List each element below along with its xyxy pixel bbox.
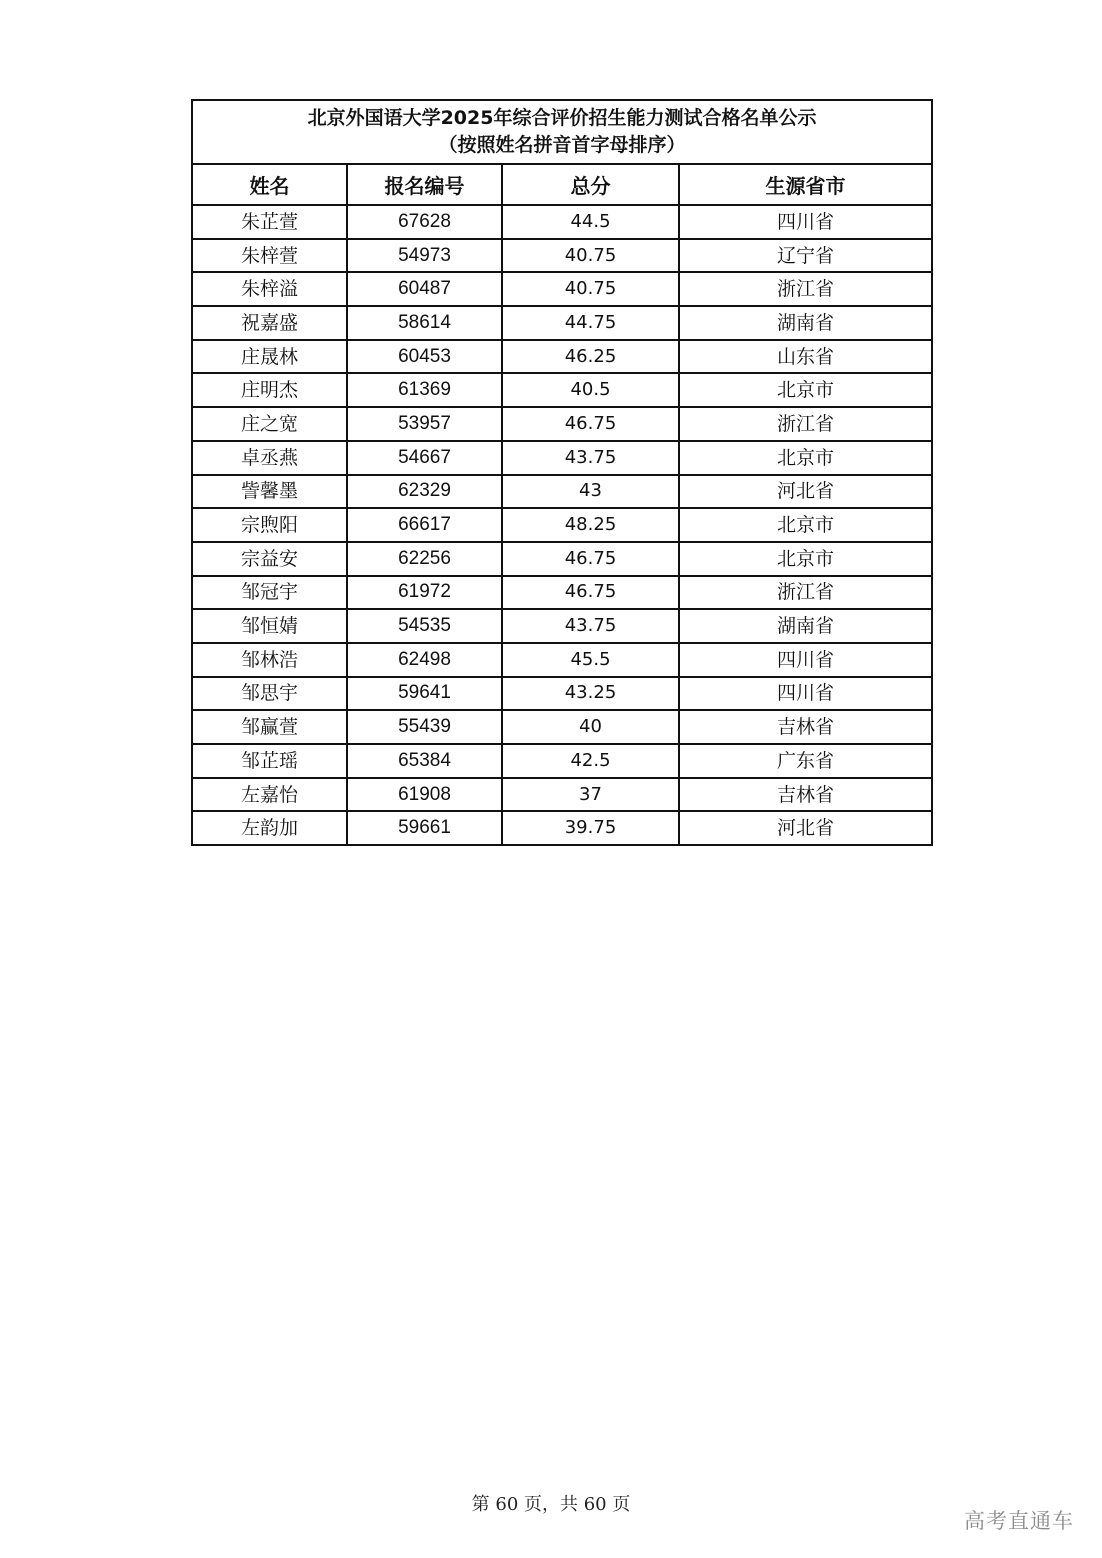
cell-registration-id: 62256 bbox=[347, 542, 502, 576]
cell-name: 邹赢萱 bbox=[192, 710, 347, 744]
cell-province: 河北省 bbox=[679, 475, 932, 509]
cell-name: 祝嘉盛 bbox=[192, 306, 347, 340]
cell-name: 邹恒婧 bbox=[192, 609, 347, 643]
cell-score: 46.25 bbox=[502, 340, 679, 374]
cell-score: 37 bbox=[502, 778, 679, 812]
page-footer: 第 60 页，共 60 页 bbox=[471, 1494, 631, 1515]
cell-score: 40 bbox=[502, 710, 679, 744]
cell-registration-id: 55439 bbox=[347, 710, 502, 744]
cell-registration-id: 58614 bbox=[347, 306, 502, 340]
cell-score: 44.75 bbox=[502, 306, 679, 340]
cell-registration-id: 61369 bbox=[347, 373, 502, 407]
table-row bbox=[192, 407, 932, 441]
cell-name: 庄晟林 bbox=[192, 340, 347, 374]
table-row bbox=[192, 778, 932, 812]
cell-registration-id: 54973 bbox=[347, 239, 502, 273]
cell-registration-id: 60487 bbox=[347, 272, 502, 306]
cell-province: 北京市 bbox=[679, 542, 932, 576]
column-header-score: 总分 bbox=[502, 164, 679, 205]
results-table-body bbox=[192, 100, 932, 845]
cell-registration-id: 62329 bbox=[347, 475, 502, 509]
cell-name: 朱芷萱 bbox=[192, 205, 347, 239]
table-row bbox=[192, 643, 932, 677]
cell-score: 45.5 bbox=[502, 643, 679, 677]
cell-province: 浙江省 bbox=[679, 407, 932, 441]
cell-name: 左韵加 bbox=[192, 811, 347, 845]
cell-name: 左嘉怡 bbox=[192, 778, 347, 812]
cell-registration-id: 65384 bbox=[347, 744, 502, 778]
table-title-line2: （按照姓名拼音首字母排序） bbox=[438, 134, 686, 156]
cell-province: 吉林省 bbox=[679, 710, 932, 744]
cell-score: 39.75 bbox=[502, 811, 679, 845]
cell-registration-id: 59661 bbox=[347, 811, 502, 845]
cell-name: 邹思宇 bbox=[192, 677, 347, 711]
cell-name: 庄之宽 bbox=[192, 407, 347, 441]
cell-province: 吉林省 bbox=[679, 778, 932, 812]
table-row bbox=[192, 441, 932, 475]
table-row bbox=[192, 373, 932, 407]
table-title-line1: 北京外国语大学2025年综合评价招生能力测试合格名单公示 bbox=[307, 107, 817, 129]
cell-name: 朱梓溢 bbox=[192, 272, 347, 306]
cell-score: 40.75 bbox=[502, 272, 679, 306]
cell-score: 46.75 bbox=[502, 542, 679, 576]
column-header-id: 报名编号 bbox=[347, 164, 502, 205]
cell-name: 訾馨墨 bbox=[192, 475, 347, 509]
cell-province: 湖南省 bbox=[679, 609, 932, 643]
table-title bbox=[192, 100, 932, 164]
cell-registration-id: 60453 bbox=[347, 340, 502, 374]
cell-name: 宗益安 bbox=[192, 542, 347, 576]
table-row bbox=[192, 306, 932, 340]
table-row bbox=[192, 508, 932, 542]
table-row bbox=[192, 542, 932, 576]
column-header-name: 姓名 bbox=[192, 164, 347, 205]
cell-registration-id: 54667 bbox=[347, 441, 502, 475]
cell-province: 山东省 bbox=[679, 340, 932, 374]
column-header-province: 生源省市 bbox=[679, 164, 932, 205]
cell-score: 46.75 bbox=[502, 407, 679, 441]
table-row bbox=[192, 576, 932, 610]
cell-registration-id: 66617 bbox=[347, 508, 502, 542]
table-row bbox=[192, 744, 932, 778]
cell-name: 宗煦阳 bbox=[192, 508, 347, 542]
cell-province: 北京市 bbox=[679, 373, 932, 407]
cell-province: 北京市 bbox=[679, 508, 932, 542]
cell-name: 卓丞燕 bbox=[192, 441, 347, 475]
table-row bbox=[192, 475, 932, 509]
table-row bbox=[192, 239, 932, 273]
table-header-row bbox=[192, 164, 932, 205]
table-row bbox=[192, 205, 932, 239]
cell-province: 广东省 bbox=[679, 744, 932, 778]
results-table bbox=[191, 99, 933, 846]
cell-score: 43 bbox=[502, 475, 679, 509]
cell-score: 40.75 bbox=[502, 239, 679, 273]
watermark-text: 高考直通车 bbox=[964, 1509, 1074, 1533]
cell-province: 湖南省 bbox=[679, 306, 932, 340]
cell-province: 浙江省 bbox=[679, 576, 932, 610]
cell-province: 辽宁省 bbox=[679, 239, 932, 273]
table-row bbox=[192, 811, 932, 845]
cell-registration-id: 54535 bbox=[347, 609, 502, 643]
cell-score: 43.75 bbox=[502, 609, 679, 643]
cell-province: 四川省 bbox=[679, 677, 932, 711]
cell-registration-id: 61908 bbox=[347, 778, 502, 812]
cell-province: 四川省 bbox=[679, 205, 932, 239]
cell-score: 44.5 bbox=[502, 205, 679, 239]
cell-name: 朱梓萱 bbox=[192, 239, 347, 273]
table-row bbox=[192, 609, 932, 643]
table-row bbox=[192, 340, 932, 374]
cell-registration-id: 59641 bbox=[347, 677, 502, 711]
cell-score: 46.75 bbox=[502, 576, 679, 610]
cell-registration-id: 62498 bbox=[347, 643, 502, 677]
cell-name: 邹林浩 bbox=[192, 643, 347, 677]
cell-registration-id: 61972 bbox=[347, 576, 502, 610]
cell-score: 43.75 bbox=[502, 441, 679, 475]
cell-score: 48.25 bbox=[502, 508, 679, 542]
table-row bbox=[192, 272, 932, 306]
cell-province: 河北省 bbox=[679, 811, 932, 845]
cell-province: 四川省 bbox=[679, 643, 932, 677]
cell-score: 43.25 bbox=[502, 677, 679, 711]
cell-registration-id: 53957 bbox=[347, 407, 502, 441]
cell-province: 北京市 bbox=[679, 441, 932, 475]
cell-score: 42.5 bbox=[502, 744, 679, 778]
table-row bbox=[192, 710, 932, 744]
cell-registration-id: 67628 bbox=[347, 205, 502, 239]
cell-name: 邹冠宇 bbox=[192, 576, 347, 610]
cell-name: 庄明杰 bbox=[192, 373, 347, 407]
cell-score: 40.5 bbox=[502, 373, 679, 407]
cell-name: 邹芷瑶 bbox=[192, 744, 347, 778]
cell-province: 浙江省 bbox=[679, 272, 932, 306]
table-row bbox=[192, 677, 932, 711]
